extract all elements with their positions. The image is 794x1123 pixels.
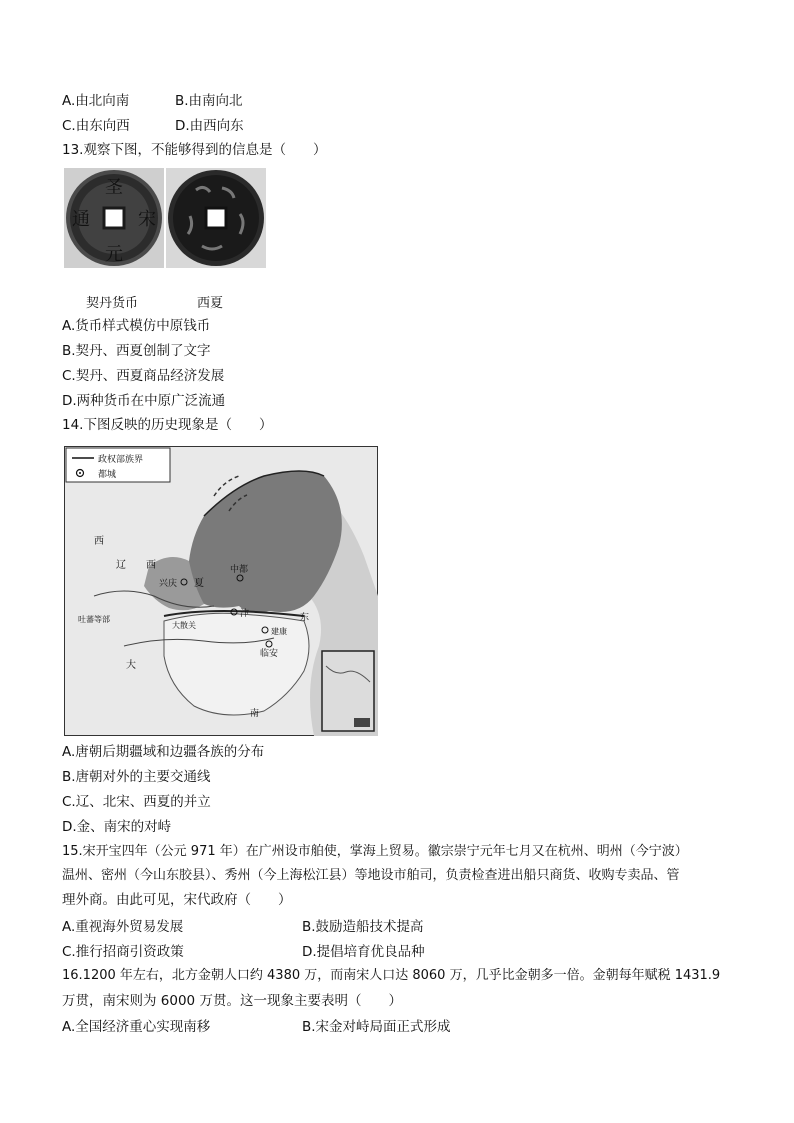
q15-stem-line-1: 15.宋开宝四年（公元 971 年）在广州设市舶使，掌海上贸易。徽宗崇宁元年七月又在杭州、明州（今宁波） <box>62 844 688 859</box>
xixia-coin-image <box>166 168 266 268</box>
map-label-liao: 辽 <box>116 560 126 571</box>
coin-char-right: 宋 <box>138 209 156 230</box>
q14-option-a[interactable]: A.唐朝后期疆域和边疆各族的分布 <box>62 744 265 760</box>
map-label-linan: 临安 <box>260 649 279 659</box>
q16-option-a[interactable]: A.全国经济重心实现南移 <box>62 1019 211 1035</box>
map-label-xi: 西 <box>94 536 104 547</box>
q13-option-b[interactable]: B.契丹、西夏创制了文字 <box>62 343 211 359</box>
q16-stem-line-2: 万贯，南宋则为 6000 万贯。这一现象主要表明（ ） <box>62 993 402 1009</box>
map-label-dong: 东 <box>300 613 310 623</box>
coin-char-top: 圣 <box>105 177 123 198</box>
map-label-tubo: 吐蕃等部 <box>78 615 110 624</box>
q12-option-b[interactable]: B.由南向北 <box>175 93 243 109</box>
map-label-xixia-xi: 西 <box>146 560 156 571</box>
jin-southern-song-map <box>64 446 378 736</box>
khitan-coin-image <box>64 168 164 268</box>
q14-option-b[interactable]: B.唐朝对外的主要交通线 <box>62 769 211 785</box>
map-legend-capital: 都城 <box>98 470 117 480</box>
q14-option-d[interactable]: D.金、南宋的对峙 <box>62 819 172 835</box>
q15-option-a[interactable]: A.重视海外贸易发展 <box>62 919 184 935</box>
caption-xixia-coin: 西夏 <box>197 296 224 311</box>
q13-option-a[interactable]: A.货币样式模仿中原钱币 <box>62 318 211 334</box>
q16-option-b[interactable]: B.宋金对峙局面正式形成 <box>302 1019 451 1035</box>
map-legend-border: 政权部族界 <box>98 455 144 465</box>
map-label-jiankang: 建康 <box>271 627 287 636</box>
coin-char-left: 通 <box>72 209 90 230</box>
q15-option-b[interactable]: B.鼓励造船技术提高 <box>302 919 424 935</box>
caption-khitan-coin: 契丹货币 <box>86 296 139 311</box>
q15-option-c[interactable]: C.推行招商引资政策 <box>62 944 184 960</box>
q13-option-d[interactable]: D.两种货币在中原广泛流通 <box>62 393 226 409</box>
q13-stem: 13.观察下图，不能够得到的信息是（ ） <box>62 142 327 158</box>
q12-option-a[interactable]: A.由北向南 <box>62 93 130 109</box>
map-label-zhongdu: 中都 <box>230 565 249 575</box>
q15-option-d[interactable]: D.提倡培育优良品种 <box>302 944 425 960</box>
q14-option-c[interactable]: C.辽、北宋、西夏的并立 <box>62 794 211 810</box>
coin-char-bottom: 元 <box>105 244 123 265</box>
q13-option-c[interactable]: C.契丹、西夏商品经济发展 <box>62 368 225 384</box>
q12-option-d[interactable]: D.由西向东 <box>175 118 244 134</box>
map-label-nan: 南 <box>250 709 260 719</box>
map-label-xingqing: 兴庆 <box>159 579 178 589</box>
map-label-dasan: 大散关 <box>172 621 196 630</box>
q15-stem-line-3: 理外商。由此可见，宋代政府（ ） <box>62 892 292 908</box>
map-label-bianjing: 汴 <box>240 609 250 619</box>
q12-option-c[interactable]: C.由东向西 <box>62 118 130 134</box>
map-label-da: 大 <box>126 660 136 671</box>
map-label-xia: 夏 <box>194 578 204 589</box>
q14-stem: 14.下图反映的历史现象是（ ） <box>62 417 273 433</box>
q16-stem-line-1: 16.1200 年左右，北方金朝人口约 4380 万，而南宋人口达 8060 万，几乎比金朝多一倍。金朝每年赋税 1431.9 <box>62 968 721 983</box>
q15-stem-line-2: 温州、密州（今山东胶县）、秀州（今上海松江县）等地设市舶司，负责检查进出船只商货、收购专卖品、管 <box>62 868 680 883</box>
